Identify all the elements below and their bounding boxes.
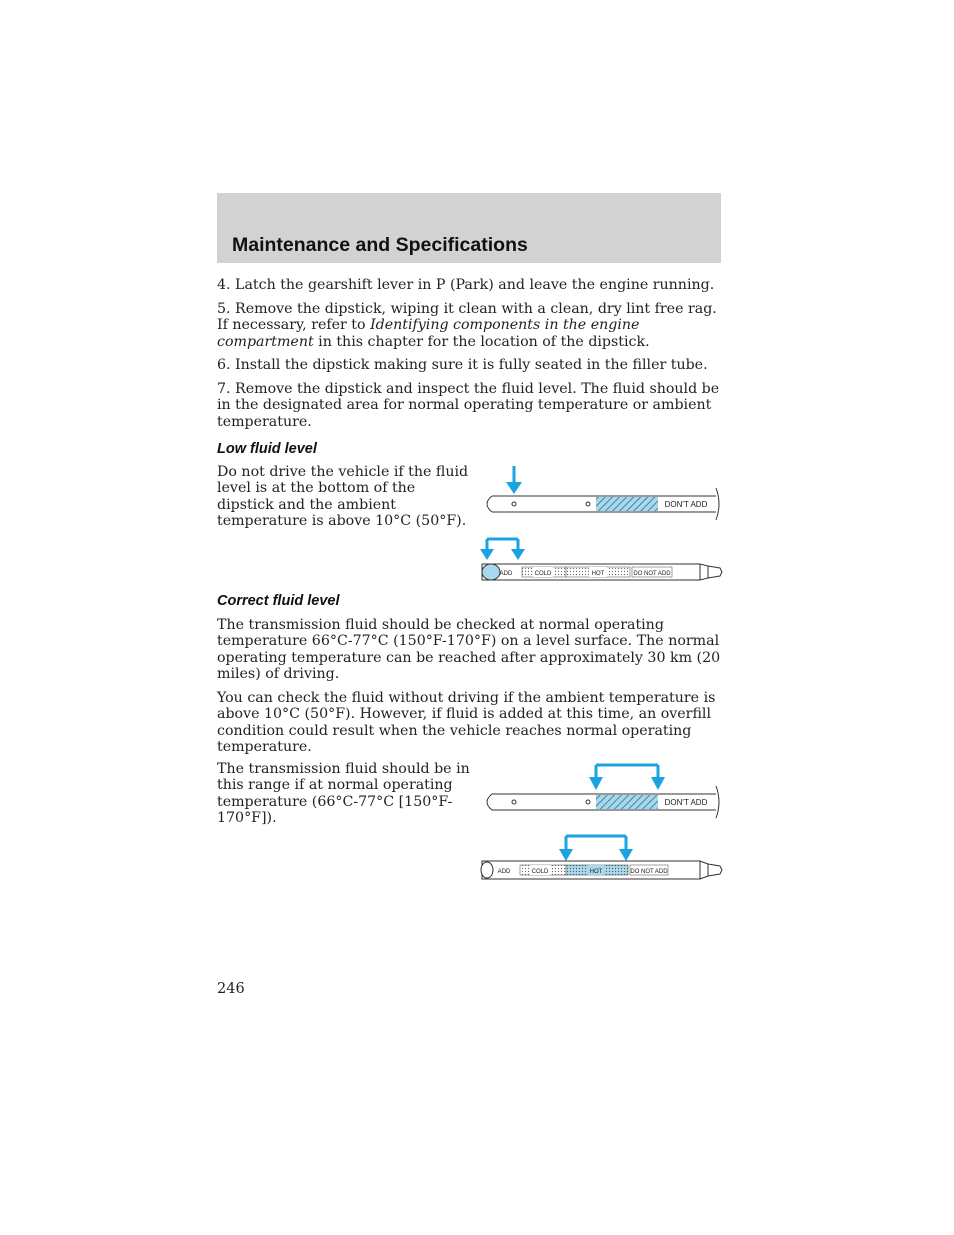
do-not-add-label: DO NOT ADD <box>633 571 671 577</box>
section-header <box>217 193 721 263</box>
cold-label-2: COLD <box>531 869 549 875</box>
step-5-text-end: in this chapter for the location of the dipstick. <box>313 333 650 350</box>
correct-fluid-figure <box>470 762 730 886</box>
add-label: ADD <box>499 571 513 577</box>
step-5-text: 5. Remove the dipstick, wiping it clean with a clean, dry lint free rag. If necessary, refer to <box>217 301 717 334</box>
low-fluid-text: Do not drive the vehicle if the fluid level is at the bottom of the dipstick and the ambient temperature is above 10°C (50°F). <box>217 464 469 529</box>
correct-fluid-heading: Correct fluid level <box>217 593 340 609</box>
step-4: 4. Latch the gearshift lever in P (Park) and leave the engine running. <box>217 277 715 293</box>
step-5 <box>217 301 722 350</box>
correct-lower-bracket <box>559 836 633 861</box>
correct-lower-dipstick <box>481 861 722 879</box>
dont-add-label: DON'T ADD <box>664 500 708 509</box>
correct-fluid-para-1: The transmission fluid should be checked at normal operating temperature 66°C-77°C (150°F-170°F) on a level surface. The normal operating temperature can be reached after approximately 30 km (20 miles) of driving. <box>217 617 721 682</box>
step-5-reference: Identifying components in the engine compartment <box>217 317 640 350</box>
lower-dipstick <box>482 564 722 580</box>
section-title: Maintenance and Specifications <box>232 234 528 256</box>
low-level-bracket <box>480 539 525 560</box>
low-fluid-figure <box>470 462 730 586</box>
correct-fluid-para-2: You can check the fluid without driving if the ambient temperature is above 10°C (50°F). However, if fluid is added at this time, an overfill condition could result when the vehicle reaches normal operating temperature. <box>217 690 716 755</box>
step-6: 6. Install the dipstick making sure it is fully seated in the filler tube. <box>217 357 708 373</box>
upper-dipstick <box>487 488 719 520</box>
hot-label-2: HOT <box>589 869 603 875</box>
cold-label: COLD <box>534 571 552 577</box>
correct-upper-bracket <box>589 765 665 790</box>
correct-fluid-para-3: The transmission fluid should be in this range if at normal operating temperature (66°C-77°C [150°F-170°F]). <box>217 761 470 826</box>
hot-label: HOT <box>591 571 605 577</box>
step-7: 7. Remove the dipstick and inspect the fluid level. The fluid should be in the designated area for normal operating temperature or ambient temperature. <box>217 381 720 430</box>
correct-upper-dipstick <box>487 786 719 818</box>
page-number: 246 <box>217 981 245 997</box>
do-not-add-label-2: DO NOT ADD <box>630 869 668 875</box>
low-level-arrow <box>506 466 522 494</box>
dont-add-label-2: DON'T ADD <box>664 798 708 807</box>
add-label-2: ADD <box>497 869 511 875</box>
low-fluid-heading: Low fluid level <box>217 441 317 457</box>
